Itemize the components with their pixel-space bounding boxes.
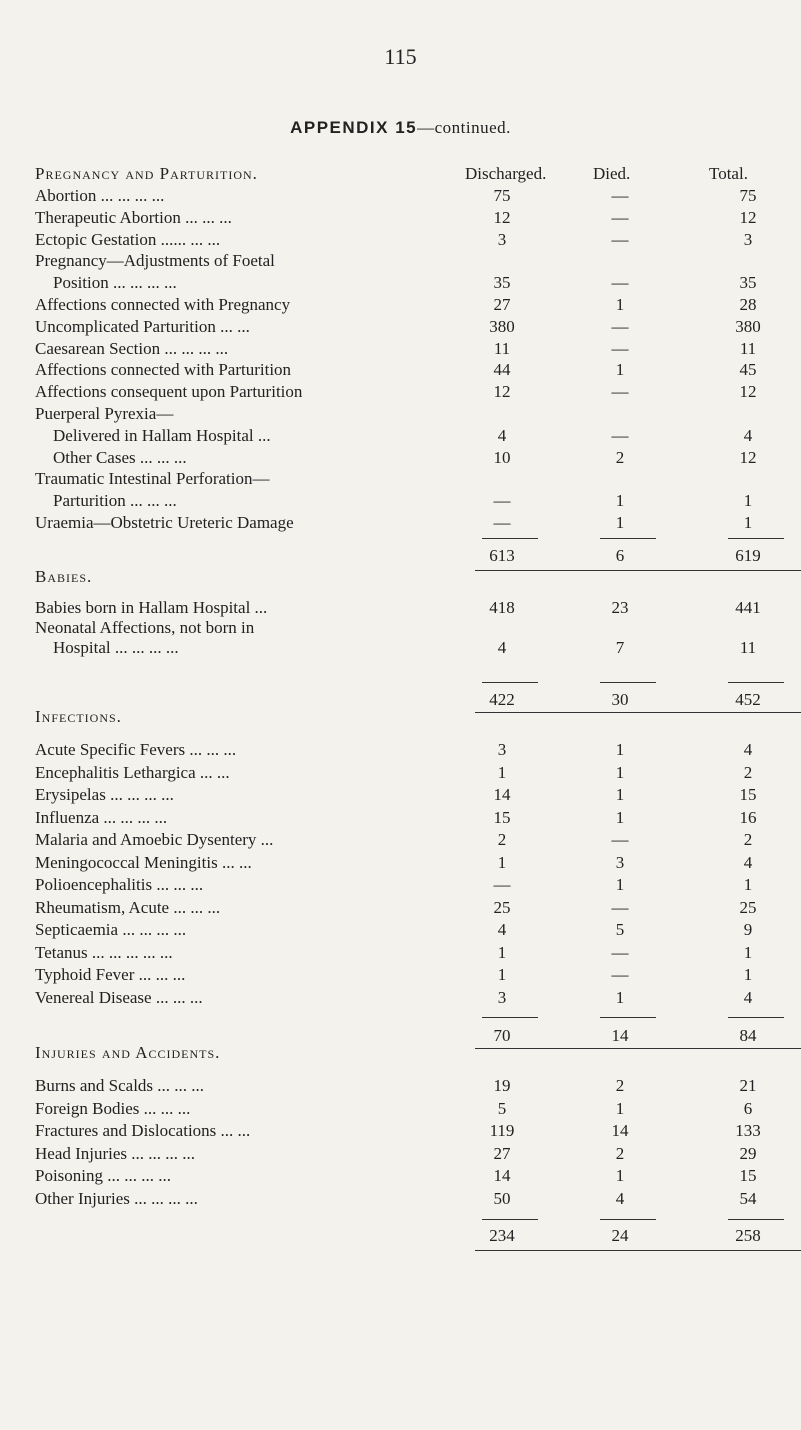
total-value: 25 (739, 897, 757, 917)
total-value: 1 (743, 513, 753, 532)
discharged-value: 3 (497, 987, 507, 1007)
died-value: 1 (615, 875, 625, 894)
discharged-value: 14 (493, 1166, 511, 1185)
total-value: 2 (743, 762, 753, 782)
table-row (0, 251, 801, 275)
total-value: 12 (739, 447, 757, 467)
discharged-value: 19 (493, 1076, 511, 1095)
table-row (0, 382, 801, 406)
died-value: 2 (615, 1143, 625, 1163)
discharged-total: 613 (489, 546, 515, 565)
died-value: 2 (615, 1076, 625, 1095)
discharged-value: 10 (493, 447, 511, 467)
discharged-value: 5 (497, 1098, 507, 1118)
discharged-value: 4 (497, 638, 507, 657)
total-value: 1 (743, 875, 753, 894)
table-row (0, 491, 801, 515)
table-row (0, 339, 801, 363)
discharged-value: 12 (493, 382, 511, 402)
total-value: 4 (743, 740, 753, 759)
discharged-value: 1 (497, 965, 507, 984)
died-value: — (611, 186, 629, 205)
died-value: 1 (615, 360, 625, 380)
died-value: — (611, 316, 629, 336)
table-row (0, 186, 801, 210)
total-value: 12 (739, 382, 757, 402)
died-value: 23 (611, 598, 629, 617)
died-value: 4 (615, 1188, 625, 1208)
total-value: 28 (739, 295, 757, 314)
page-number: 115 (384, 44, 417, 69)
row-label: Position ... ... ... ... (53, 273, 177, 293)
discharged-total: 422 (489, 690, 515, 709)
total-value: 15 (739, 1166, 757, 1185)
discharged-value: 1 (497, 852, 507, 872)
row-label: Abortion ... ... ... ... (35, 186, 165, 205)
table-row (0, 448, 801, 472)
table-row (0, 426, 801, 450)
discharged-value: 50 (493, 1188, 511, 1208)
table-row (0, 208, 801, 232)
column-total: Total. (709, 164, 748, 183)
discharged-value: 14 (493, 785, 511, 804)
subtotal-rule (728, 538, 784, 539)
total-value: 12 (739, 207, 757, 227)
died-value: 1 (615, 1098, 625, 1118)
section-end-rule (475, 1250, 801, 1251)
discharged-value: — (493, 513, 511, 532)
row-label: Poisoning ... ... ... ... (35, 1166, 172, 1185)
total-value: 441 (735, 598, 761, 617)
died-value: 14 (611, 1121, 629, 1140)
appendix-continued: —continued. (417, 118, 511, 137)
table-row (0, 1189, 801, 1213)
died-value: 1 (615, 513, 625, 532)
died-value: 7 (615, 638, 625, 657)
row-label: Affections connected with Pregnancy (35, 295, 291, 314)
discharged-value: 418 (489, 598, 515, 617)
died-value: — (611, 207, 629, 227)
total-total: 619 (735, 546, 761, 565)
table-row (0, 875, 801, 899)
discharged-value: 380 (489, 316, 515, 336)
total-value: 4 (743, 987, 753, 1007)
row-label: Caesarean Section ... ... ... ... (35, 338, 229, 358)
section-title-infections: Infections. (35, 707, 122, 726)
row-label: Head Injuries ... ... ... ... (35, 1143, 196, 1163)
died-value: 1 (615, 762, 625, 782)
table-row (0, 317, 801, 341)
died-value: — (611, 897, 629, 917)
died-value: — (611, 425, 629, 445)
row-label: Influenza ... ... ... ... (35, 807, 168, 827)
row-label: Therapeutic Abortion ... ... ... (35, 207, 232, 227)
discharged-value: 75 (493, 186, 511, 205)
discharged-value: 119 (489, 1121, 515, 1140)
discharged-value: 27 (493, 295, 511, 314)
table-row (0, 273, 801, 297)
table-row (0, 1121, 801, 1145)
table-row (0, 1099, 801, 1123)
section-title-babies: Babies. (35, 567, 93, 586)
table-row (0, 808, 801, 832)
died-value: 3 (615, 852, 625, 872)
died-total: 14 (611, 1026, 629, 1045)
discharged-total: 70 (493, 1026, 511, 1045)
died-value: 1 (615, 807, 625, 827)
total-value: 2 (743, 830, 753, 849)
table-row (0, 513, 801, 537)
table-row (0, 943, 801, 967)
died-value: — (611, 229, 629, 249)
subtotal-rule (600, 682, 656, 683)
table-row (0, 404, 801, 428)
total-total: 452 (735, 690, 761, 709)
died-value: — (611, 942, 629, 962)
section-title-injuries: Injuries and Accidents. (35, 1043, 221, 1062)
row-label: Affections connected with Parturition (35, 360, 292, 380)
total-value: 54 (739, 1188, 757, 1208)
subtotal-rule (600, 1017, 656, 1018)
total-value: 4 (743, 852, 753, 872)
died-value: 5 (615, 920, 625, 939)
table-row (0, 988, 801, 1012)
row-label: Other Cases ... ... ... (53, 447, 187, 467)
row-label: Meningococcal Meningitis ... ... (35, 852, 252, 872)
table-row (0, 638, 801, 662)
row-label: Parturition ... ... ... (53, 491, 177, 511)
discharged-value: 3 (497, 740, 507, 759)
row-label: Traumatic Intestinal Perforation— (35, 469, 270, 489)
total-value: 35 (739, 273, 757, 293)
row-label: Venereal Disease ... ... ... (35, 987, 203, 1007)
discharged-value: 44 (493, 360, 511, 380)
discharged-value: 1 (497, 762, 507, 782)
total-value: 11 (739, 638, 757, 657)
row-label: Pregnancy—Adjustments of Foetal (35, 251, 275, 271)
row-label: Malaria and Amoebic Dysentery ... (35, 830, 274, 849)
subtotal-rule (600, 538, 656, 539)
totals-row (0, 1226, 801, 1250)
died-value: 1 (615, 491, 625, 511)
discharged-value: — (493, 875, 511, 894)
row-label: Uraemia—Obstetric Ureteric Damage (35, 513, 294, 532)
total-value: 6 (743, 1098, 753, 1118)
table-row (0, 360, 801, 384)
discharged-value: 15 (493, 807, 511, 827)
row-label: Affections consequent upon Parturition (35, 382, 303, 402)
died-total: 24 (611, 1226, 629, 1245)
table-row (0, 898, 801, 922)
died-value: — (611, 830, 629, 849)
appendix-heading (0, 118, 801, 138)
row-label: Delivered in Hallam Hospital ... (53, 425, 271, 445)
subtotal-rule (482, 682, 538, 683)
row-label: Septicaemia ... ... ... ... (35, 920, 187, 939)
row-label: Erysipelas ... ... ... ... (35, 785, 174, 804)
row-label: Tetanus ... ... ... ... ... (35, 942, 173, 962)
discharged-value: 11 (493, 338, 511, 358)
column-discharged: Discharged. (465, 164, 547, 183)
row-label: Uncomplicated Parturition ... ... (35, 316, 250, 336)
total-total: 84 (739, 1026, 757, 1045)
discharged-value: 3 (497, 229, 507, 249)
table-row (0, 469, 801, 493)
discharged-value: 27 (493, 1143, 511, 1163)
discharged-value: 4 (497, 425, 507, 445)
total-value: 380 (735, 316, 761, 336)
discharged-value: 1 (497, 942, 507, 962)
subtotal-rule (482, 1219, 538, 1220)
discharged-value: — (493, 491, 511, 511)
row-label: Encephalitis Lethargica ... ... (35, 762, 230, 782)
total-total: 258 (735, 1226, 761, 1245)
table-row (0, 920, 801, 944)
total-value: 15 (739, 785, 757, 804)
table-row (0, 965, 801, 989)
total-value: 75 (739, 186, 757, 205)
row-label: Acute Specific Fevers ... ... ... (35, 740, 237, 759)
total-value: 1 (743, 942, 753, 962)
row-label: Polioencephalitis ... ... ... (35, 875, 204, 894)
total-value: 11 (739, 338, 757, 358)
table-row (0, 230, 801, 254)
row-label: Babies born in Hallam Hospital ... (35, 598, 268, 617)
column-headers (0, 164, 801, 188)
total-value: 3 (743, 229, 753, 249)
table-row (0, 1076, 801, 1100)
row-label: Rheumatism, Acute ... ... ... (35, 897, 221, 917)
total-value: 4 (743, 425, 753, 445)
total-value: 133 (735, 1121, 761, 1140)
discharged-total: 234 (489, 1226, 515, 1245)
died-value: 2 (615, 447, 625, 467)
died-value: — (611, 382, 629, 402)
died-value: 1 (615, 1166, 625, 1185)
table-row (0, 785, 801, 809)
died-value: — (611, 273, 629, 293)
total-value: 1 (743, 965, 753, 984)
discharged-value: 2 (497, 830, 507, 849)
died-total: 6 (615, 546, 625, 565)
subtotal-rule (728, 1219, 784, 1220)
table-row (0, 830, 801, 854)
row-label: Typhoid Fever ... ... ... (35, 965, 186, 984)
table-row (0, 763, 801, 787)
row-label: Hospital ... ... ... ... (53, 638, 179, 657)
row-label: Foreign Bodies ... ... ... (35, 1098, 191, 1118)
appendix-title: APPENDIX 15 (290, 118, 418, 137)
row-label: Burns and Scalds ... ... ... (35, 1076, 205, 1095)
died-value: 1 (615, 785, 625, 804)
column-died: Died. (593, 164, 631, 183)
died-value: — (611, 965, 629, 984)
table-row (0, 1166, 801, 1190)
row-label: Neonatal Affections, not born in (35, 618, 255, 637)
discharged-value: 12 (493, 207, 511, 227)
total-value: 45 (739, 360, 757, 380)
total-value: 29 (739, 1143, 757, 1163)
subtotal-rule (728, 1017, 784, 1018)
discharged-value: 35 (493, 273, 511, 293)
subtotal-rule (482, 1017, 538, 1018)
subtotal-rule (600, 1219, 656, 1220)
total-value: 9 (743, 920, 753, 939)
total-value: 1 (743, 491, 753, 511)
table-row (0, 295, 801, 319)
row-label: Fractures and Dislocations ... ... (35, 1121, 251, 1140)
discharged-value: 4 (497, 920, 507, 939)
table-row (0, 740, 801, 764)
total-value: 16 (739, 807, 757, 827)
died-value: 1 (615, 740, 625, 759)
row-label: Puerperal Pyrexia— (35, 404, 174, 423)
died-value: 1 (615, 987, 625, 1007)
table-row (0, 1144, 801, 1168)
row-label: Other Injuries ... ... ... ... (35, 1188, 198, 1208)
total-value: 21 (739, 1076, 757, 1095)
discharged-value: 25 (493, 897, 511, 917)
subtotal-rule (482, 538, 538, 539)
row-label: Ectopic Gestation ...... ... ... (35, 229, 221, 249)
subtotal-rule (728, 682, 784, 683)
died-value: 1 (615, 295, 625, 314)
died-value: — (611, 338, 629, 358)
section-title-pregnancy: Pregnancy and Parturition. (35, 164, 258, 183)
died-total: 30 (611, 690, 629, 709)
table-row (0, 853, 801, 877)
